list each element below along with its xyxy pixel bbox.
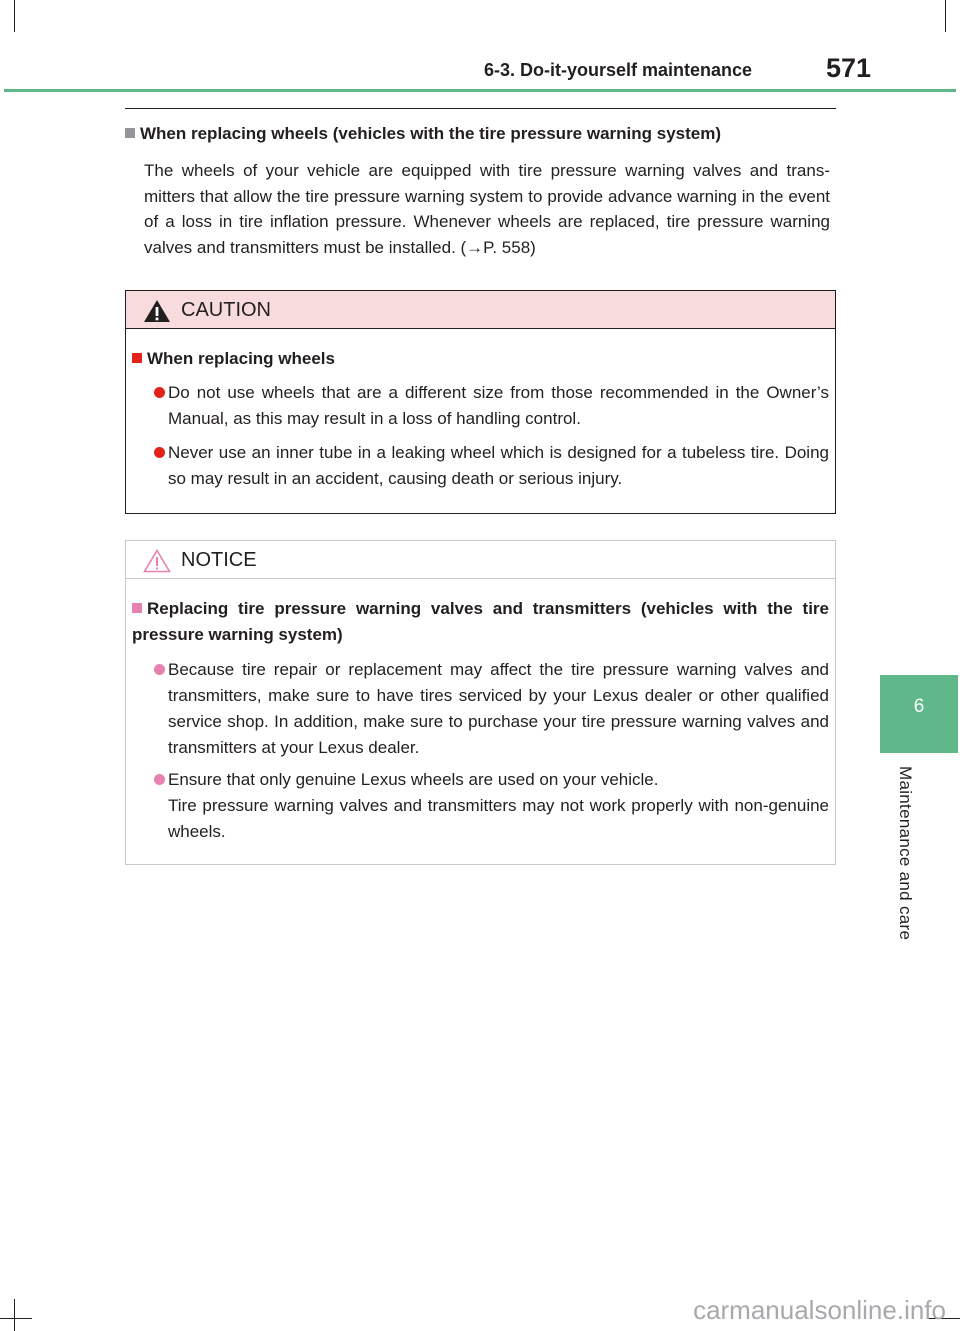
notice-box [125,540,836,865]
crop-mark [945,0,946,32]
notice-header [126,541,835,579]
header-rule [4,89,956,92]
watermark: carmanualsonline.info [693,1295,946,1325]
notice-subheading: Replacing tire pressure warning valves and transmitters (vehicles with the tire pressure warning system) [132,599,829,644]
notice-item: Because tire repair or replacement may affect the tire pressure warning valves and transmitters, make sure to have tires serviced by your Lexus dealer or other qualified service shop. In addition, make sure to purchase your tire pressure warning valves and transmitters at your Lexus dealer. [168,657,829,761]
chapter-label: Maintenance and care [896,766,915,941]
page-number: 571 [826,53,872,83]
chapter-number: 6 [913,696,925,717]
caution-title: CAUTION [181,299,271,321]
crop-mark [0,1318,32,1319]
caution-subheading: When replacing wheels [132,346,335,372]
caution-item: Never use an inner tube in a leaking wheel which is designed for a tubeless tire. Doing so may result in an accident, causing death or serious injury. [168,440,829,492]
bullet-dot-icon [154,774,165,785]
caution-item: Do not use wheels that are a different size from those recommended in the Owner’s Manual, as this may result in a loss of handling control. [168,380,829,432]
square-bullet-icon [125,128,135,138]
section-title: 6-3. Do-it-yourself maintenance [484,60,753,80]
square-bullet-icon [132,353,142,363]
caution-box [125,290,836,514]
bullet-dot-icon [154,447,165,458]
caution-header [126,291,835,329]
notice-triangle-icon [143,549,171,573]
warning-triangle-icon [143,299,171,323]
content-top-rule [125,108,836,109]
crop-mark [14,1299,15,1331]
notice-title: NOTICE [181,549,257,571]
bullet-dot-icon [154,387,165,398]
square-bullet-icon [132,603,142,613]
crop-mark [14,0,15,32]
notice-item: Ensure that only genuine Lexus wheels are used on your vehicle. Tire pressure warning valves and transmitters may not work properly with non-genuine wheels. [168,767,829,845]
section-paragraph: The wheels of your vehicle are equipped with tire pressure warning valves and trans-mitters that allow the tire pressure warning system to provide advance warning in the event of a loss in tire inflation pressure. Whenever wheels are replaced, tire pressure warning valves and transmitters must be installed. (→P. 558) [144,161,830,257]
section-heading: When replacing wheels (vehicles with the tire pressure warning system) [125,124,721,144]
bullet-dot-icon [154,664,165,675]
